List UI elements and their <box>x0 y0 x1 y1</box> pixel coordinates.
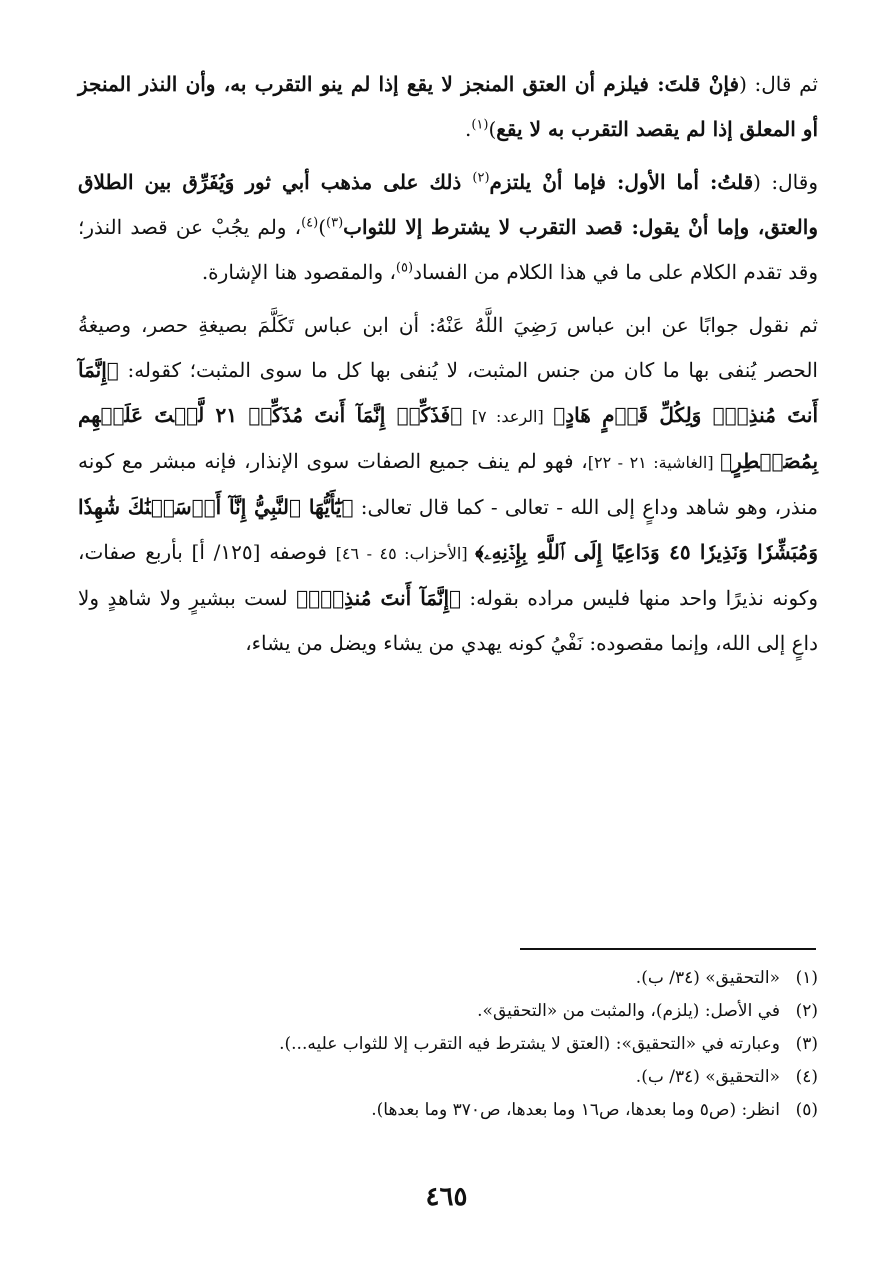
text-run: ثم قال: ( <box>739 72 819 96</box>
quran-verse: ﴿إِنَّمَآ أَنتَ مُنذِرٌۖ﴾ <box>296 586 461 610</box>
footnote-marker: (٥) <box>395 260 414 276</box>
text-run: لست ببشيرٍ ولا شاهدٍ ولا داعٍ إلى الله، وإنما مقصوده: نَفْيُ كونه يهدي من يشاء ويضل من يشاء، <box>78 586 818 655</box>
footnote-text: انظر: (ص٥ وما بعدها، ص١٦ وما بعدها، ص٣٧٠ وما بعدها). <box>371 1100 780 1120</box>
verse-reference: [الأحزاب: ٤٥ - ٤٦] <box>335 544 476 563</box>
footnote-item <box>78 995 818 1028</box>
quran-verse: ﴿إِنَّمَآ أَنتَ مُنذِرٌۖ وَلِكُلِّ قَوۡمٍ هَادٍ﴾ <box>78 358 819 427</box>
paragraph-3 <box>78 303 818 666</box>
footnote-number: (٣) <box>795 1034 818 1054</box>
text-run: ثم نقول جوابًا عن ابن عباس رَضِيَ اللَّهُ عَنْهُ: أن ابن عباس تَكَلَّمَ بصيغةِ حصر، وصيغةُ الحصر يُنفى بها ما كان من جنس المثبت، لا يُنفى بها كل ما سوى المثبت؛ كقوله: <box>78 313 818 382</box>
text-run: ، ولم يجُبْ عن قصد النذر؛ وقد تقدم الكلام على ما في هذا الكلام من الفساد <box>78 215 818 284</box>
text-run: وقال: ( <box>753 170 818 194</box>
text-run: ) <box>488 117 497 141</box>
footnote-text: في الأصل: (يلزم)، والمثبت من «التحقيق». <box>477 1001 780 1021</box>
footnote-marker: (١) <box>471 117 489 133</box>
verse-reference: [الغاشية: ٢١ - ٢٢] <box>587 453 721 472</box>
footnote-text: «التحقيق» (٣٤/ ب). <box>635 1067 780 1087</box>
paragraph-2 <box>78 160 818 295</box>
footnote-marker: (٢) <box>472 170 490 186</box>
footnote-item <box>78 1028 818 1061</box>
footnote-number: (٢) <box>795 1001 818 1021</box>
footnote-text: «التحقيق» (٣٤/ ب). <box>635 968 780 988</box>
text-run: . <box>464 117 472 141</box>
text-run: فوصفه [١٢٥/ أ] بأربع صفات، وكونه نذيرًا واحد منها فليس مراده بقوله: <box>78 540 818 610</box>
footnote-text: وعبارته في «التحقيق»: (العتق لا يشترط فيه التقرب إلا للثواب عليه...). <box>279 1034 780 1054</box>
text-run: ، والمقصود هنا الإشارة. <box>201 260 396 284</box>
paragraph-1 <box>78 62 818 152</box>
footnote-item <box>78 1061 818 1094</box>
footnote-item <box>78 1094 818 1127</box>
verse-reference: [الرعد: ٧] <box>462 407 554 426</box>
footnote-number: (٥) <box>795 1100 818 1120</box>
text-run-bold: فإنْ قلتَ: فيلزم أن العتق المنجز لا يقع إذا لم ينو التقرب به، وأن النذر المنجز أو المعلق إذا لم يقصد التقرب به لا يقع <box>78 72 818 141</box>
footnote-marker: (٣) <box>326 215 344 231</box>
text-run-bold: ذلك على مذهب أبي ثور وَيُفَرِّق بين الطلاق والعتق، وإما أنْ يقول: قصد التقرب لا يشترط إلا للثواب <box>78 170 818 239</box>
footnote-number: (٤) <box>795 1067 818 1087</box>
footnote-number: (١) <box>795 968 818 988</box>
main-text <box>78 62 818 666</box>
page-number: ٤٦٥ <box>425 1182 468 1212</box>
quran-verse: ﴿يَٰٓأَيُّهَا ٱلنَّبِيُّ إِنَّآ أَرۡسَلۡنَٰكَ شَٰهِدٗا وَمُبَشِّرٗا وَنَذِيرٗا ٤٥ وَدَاعِيًا إِلَى ٱللَّهِ بِإِذۡنِهِۦ﴾ <box>78 495 819 564</box>
footnote-item <box>78 962 818 995</box>
text-run-bold: قلتُ: أما الأول: فإما أنْ يلتزم <box>489 170 754 194</box>
quran-verse: ﴿فَذَكِّرۡ إِنَّمَآ أَنتَ مُذَكِّرٞ ٢١ لَّسۡتَ عَلَيۡهِم بِمُصَيۡطِرٍ﴾ <box>78 403 819 473</box>
footnote-divider <box>520 948 816 950</box>
footnotes <box>78 962 818 1127</box>
text-run: ) <box>318 215 327 239</box>
footnote-marker: (٤) <box>301 215 319 231</box>
text-run: ، فهو لم ينف جميع الصفات سوى الإنذار، فإنه مبشر مع كونه منذر، وهو شاهد وداعٍ إلى الله - تعالى - كما قال تعالى: <box>78 449 818 519</box>
